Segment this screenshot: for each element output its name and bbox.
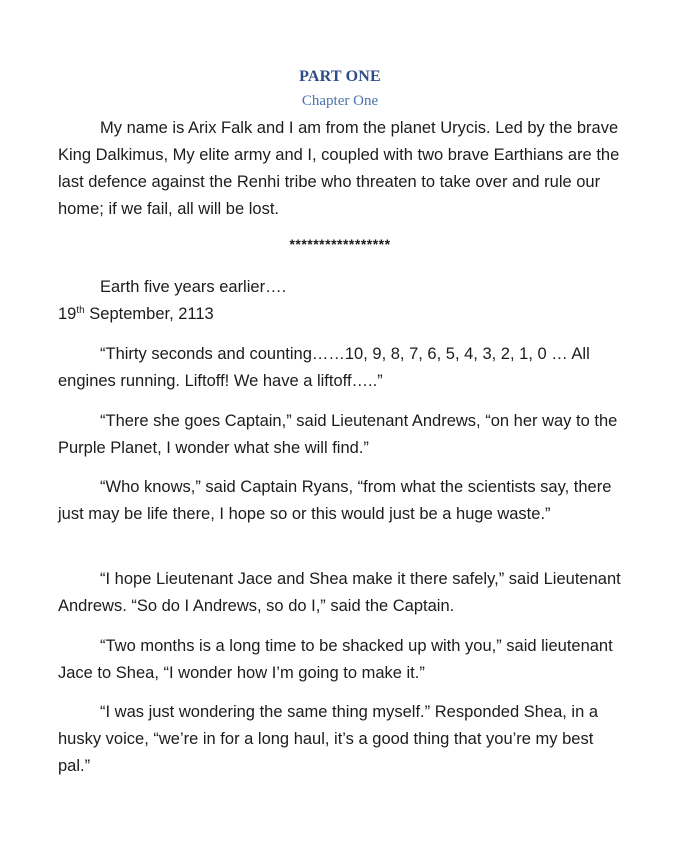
paragraph-hope: “I hope Lieutenant Jace and Shea make it there safely,” said Lieutenant Andrews. “So do I Andrews, so do I,” said the Captain.: [58, 570, 621, 615]
paragraph-liftoff: “Thirty seconds and counting……10, 9, 8, 7, 6, 5, 4, 3, 2, 1, 0 … All engines running. Liftoff! We have a liftoff…..”: [58, 345, 590, 390]
date-rest: September, 2113: [84, 305, 214, 323]
paragraph-ryans: “Who knows,” said Captain Ryans, “from what the scientists say, there just may be life there, I hope so or this would just be a huge waste.”: [58, 478, 612, 523]
date-line: [58, 301, 628, 328]
part-title: PART ONE: [299, 68, 381, 85]
date-day: 19: [58, 305, 77, 323]
paragraph-andrews: “There she goes Captain,” said Lieutenant Andrews, “on her way to the Purple Planet, I wonder what she will find.”: [58, 412, 618, 457]
section-separator: *****************: [289, 236, 391, 252]
chapter-title: Chapter One: [301, 93, 379, 109]
earth-line: Earth five years earlier….: [100, 278, 287, 296]
intro-paragraph: My name is Arix Falk and I am from the planet Urycis. Led by the brave King Dalkimus, My elite army and I, coupled with two brave Earthians are the last defence against the Renhi tribe who threaten to take over and rule our home; if we fail, all will be lost.: [58, 119, 620, 218]
paragraph-jace: “Two months is a long time to be shacked up with you,” said lieutenant Jace to Shea, “I wonder how I’m going to make it.”: [58, 637, 613, 682]
date-suffix: th: [76, 305, 85, 316]
paragraph-shea: “I was just wondering the same thing myself.” Responded Shea, in a husky voice, “we’re in for a long haul, it’s a good thing that you’re my best pal.”: [58, 703, 599, 775]
